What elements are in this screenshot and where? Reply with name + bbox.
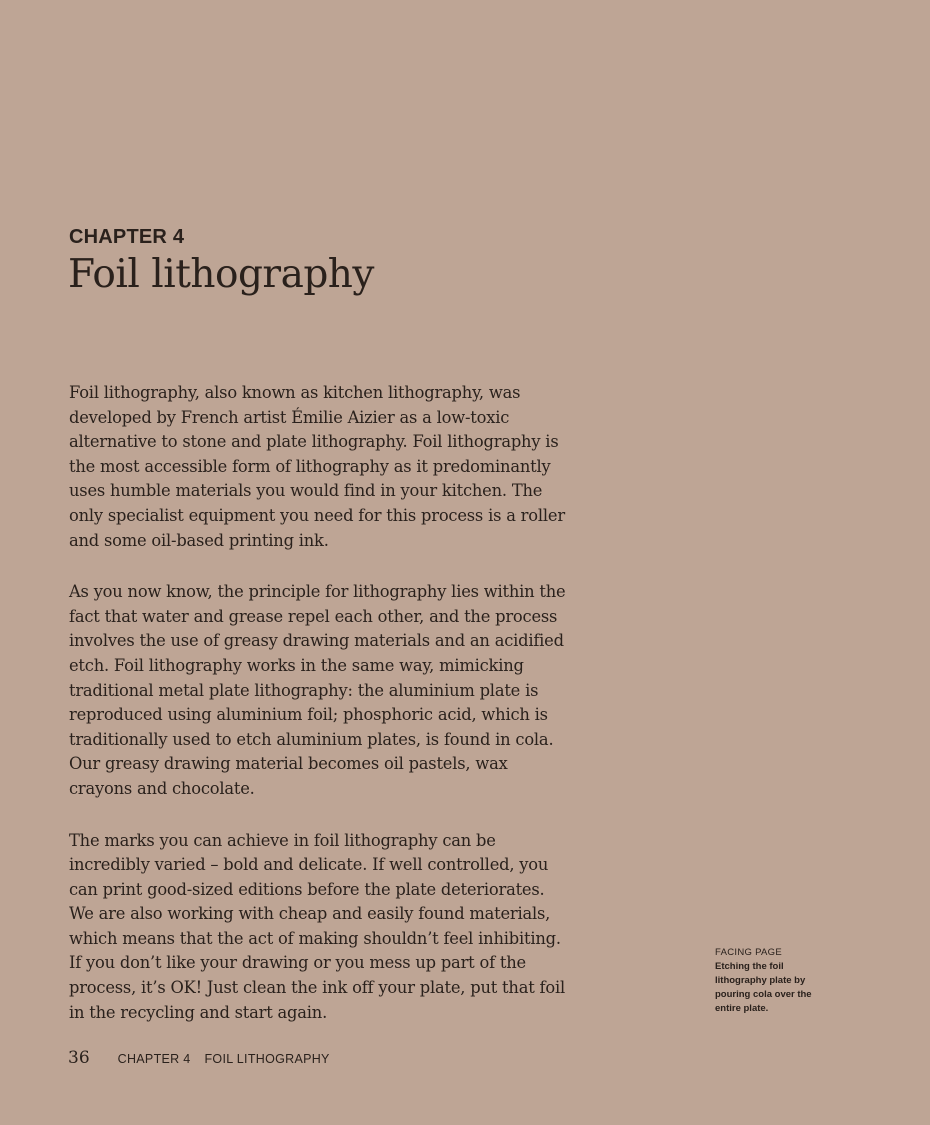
caption-label: FACING PAGE — [715, 947, 782, 958]
running-head — [118, 1052, 330, 1066]
body-paragraph: The marks you can achieve in foil lithography can be incredibly varied – bold and delicate. If well controlled, you can print good-sized editions before the plate deteriorates. We are also working with cheap and easily found materials, which means that the act of making shouldn’t feel inhibiting. If you don’t like your drawing or you mess up part of the process, it’s OK! Just clean the ink off your plate, put that foil in the recycling and start again. — [69, 830, 565, 1022]
chapter-label: CHAPTER 4 — [69, 226, 185, 248]
caption-text: Etching the foil lithography plate by pouring cola over the entire plate. — [715, 961, 812, 1014]
running-head-chapter: CHAPTER 4 — [117, 1052, 191, 1066]
photo-caption — [715, 946, 830, 1016]
chapter-title: Foil lithography — [68, 252, 374, 297]
body-paragraph: Foil lithography, also known as kitchen lithography, was developed by French artist Émilie Aizier as a low-toxic alternative to stone and plate lithography. Foil lithography is the most accessible form of lithography as it predominantly uses humble materials you would find in your kitchen. The only specialist equipment you need for this process is a roller and some oil-based printing ink. — [69, 383, 565, 550]
running-head-section: FOIL LITHOGRAPHY — [204, 1052, 330, 1066]
page-number: 36 — [68, 1048, 90, 1068]
body-text — [69, 381, 573, 1052]
body-paragraph: As you now know, the principle for lithography lies within the fact that water and grease repel each other, and the process involves the use of greasy drawing materials and an acidified etch. Foil lithography works in the same way, mimicking traditional metal plate lithography: the aluminium plate is reproduced using aluminium foil; phosphoric acid, which is traditionally used to etch aluminium plates, is found in cola. Our greasy drawing material becomes oil pastels, wax crayons and chocolate. — [69, 582, 566, 798]
page-footer — [68, 1048, 330, 1068]
